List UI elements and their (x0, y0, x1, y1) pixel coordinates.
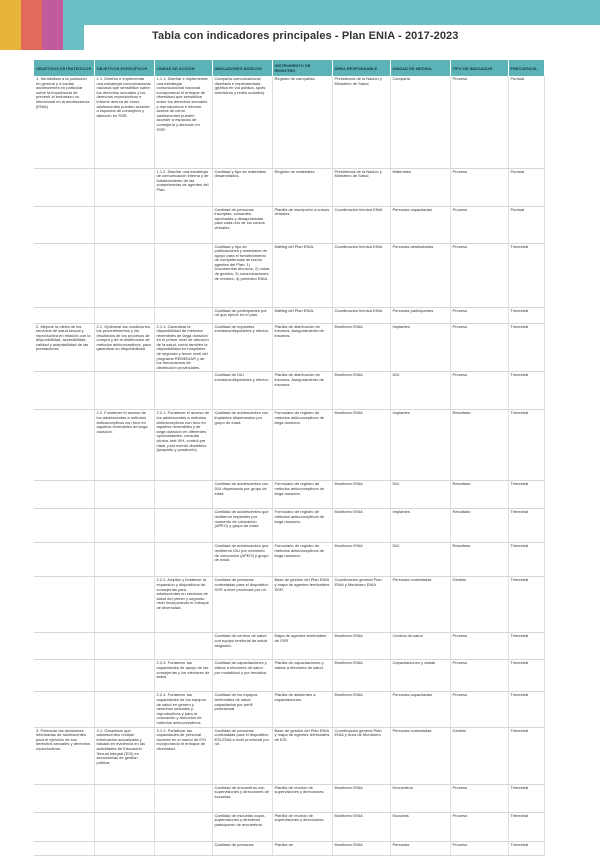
table-cell: Puntual (508, 76, 544, 168)
table-cell (94, 206, 154, 243)
table-row (34, 692, 544, 727)
table-cell: Proceso (450, 323, 508, 372)
table-cell: Capacitaciones y visitas (390, 660, 450, 692)
table-cell: Materiales (390, 168, 450, 206)
table-cell: Personas capacitadas (390, 692, 450, 727)
table-cell: Coordinación técnica ENIA (332, 243, 390, 307)
table-cell: Proceso (450, 633, 508, 660)
table-cell: Proceso (450, 76, 508, 168)
column-header: UNIDAD DE MEDIDA (390, 60, 450, 76)
table-cell: Planilla de distribución de insumos. Aseguramiento de insumos. (272, 372, 332, 410)
table-cell: Proceso (450, 660, 508, 692)
column-header: INDICADORES BÁSICOS (212, 60, 272, 76)
table-row (34, 372, 544, 410)
table-cell: Proceso (450, 206, 508, 243)
table-cell: Cantidad de los equipos territoriales de salud capacitados por perfil profesional. (212, 692, 272, 727)
table-cell: Trimestral (508, 323, 544, 372)
table-cell: Gestión (450, 577, 508, 633)
table-cell (154, 543, 212, 577)
table-cell (94, 633, 154, 660)
table-cell: Personas capacitadas (390, 206, 450, 243)
indicators-table (34, 60, 545, 856)
table-cell: Proceso (450, 168, 508, 206)
table-cell (94, 243, 154, 307)
table-cell: Proceso (450, 372, 508, 410)
table-cell (34, 243, 94, 307)
table-row (34, 509, 544, 543)
table-cell (154, 206, 212, 243)
table-cell (34, 168, 94, 206)
table-cell: Base de gestión del Plan ENIA y mapa de agentes territoriales SSR. (272, 577, 332, 633)
table-cell: Cantidad de adolescentes con implantes dispensados por grupo de edad. (212, 410, 272, 481)
table-cell (154, 307, 212, 323)
table-cell (154, 509, 212, 543)
table-row (34, 812, 544, 841)
table-cell (94, 481, 154, 509)
table-cell: Gestión (450, 727, 508, 784)
table-cell: Trimestral (508, 372, 544, 410)
table-row (34, 307, 544, 323)
top-banner (0, 0, 600, 25)
table-row (34, 841, 544, 855)
color-tab (63, 0, 84, 50)
table-cell: Puntual (508, 206, 544, 243)
table-cell (94, 660, 154, 692)
table-cell: Monitoreo ENIA (332, 633, 390, 660)
table-cell: Coordinación general Plan ENIA y Monitoreo ENIA (332, 577, 390, 633)
table-cell: Planilla de (272, 841, 332, 855)
table-cell: Puntual (508, 168, 544, 206)
table-cell: Planilla de asistentes a capacitaciones. (272, 692, 332, 727)
table-cell: Trimestral (508, 543, 544, 577)
table-cell (94, 509, 154, 543)
table-cell (154, 481, 212, 509)
table-cell: Planilla de distribución de insumos. Aseguramiento de insumos. (272, 323, 332, 372)
table-cell: Coordinación general Plan ENIA y Área de Monitoreo (332, 727, 390, 784)
table-cell: Monitoreo ENIA (332, 692, 390, 727)
table-row (34, 243, 544, 307)
table-cell: 2.2.2. Ampliar y fortalecer la expansión y dispositivos de consejerías para adolescentes en servicios de salud del primer y segundo nivel incorporando el enfoque de diversidad. (154, 577, 212, 633)
table-cell: Presidencia de la Nación y Ministerio de Salud (332, 76, 390, 168)
table-cell: Proceso (450, 307, 508, 323)
table-cell: Cantidad de adolescentes que recibieron DIU por momento de colocación (APEO) y grupo de edad. (212, 543, 272, 577)
table-cell (154, 243, 212, 307)
table-cell: 2.2. Fortalecer el acceso de los adolescentes a métodos anticonceptivos con foco en aquellos reversibles de larga duración. (94, 410, 154, 481)
table-cell: Cantidad de personas contratadas para el dispositivo ESI-ENIA a nivel provincial por rol. (212, 727, 272, 784)
table-cell: Formulario de registro de métodos anticonceptivos de larga duración. (272, 509, 332, 543)
column-header: TIPO DE INDICADOR (450, 60, 508, 76)
table-cell: 2.2.4. Fortalecer las capacidades de los equipos de salud en género y derechos sexuales y reproductivos y para la colocación y remoción de métodos anticonceptivos. (154, 692, 212, 727)
table-cell (154, 841, 212, 855)
table-cell: 2. Mejorar la oferta de los servicios de salud sexual y reproductiva en relación con la disponibilidad, accesibilidad, calidad y aceptabilidad de las prestaciones (34, 323, 94, 372)
table-cell: Cantidad y tipo de publicaciones y materiales de apoyo para el fortalecimiento de competencias de las/os agentes del Plan: 1) Documentos técnicos, 2) notas de gestión, 3) comunicaciones de rectoría, 4) periódico ENIA. (212, 243, 272, 307)
table-cell: 2.1.1. Garantizar la disponibilidad de métodos reversibles de larga duración en el primer nivel de atención de la salud, como también la disponibilidad en hospitales de segundo y tercer nivel del programa REMEDIAR y de los mecanismos de distribución provinciales. (154, 323, 212, 372)
table-cell: Cantidad de personas inscriptas, cursantes, aprobadas y desaprobadas para cada uno de los cursos virtuales. (212, 206, 272, 243)
table-cell: Trimestral (508, 692, 544, 727)
page-title: Tabla con indicadores principales - Plan ENIA - 2017-2023 (152, 30, 459, 42)
column-header: FRECUENCIA (508, 60, 544, 76)
table-cell: Resultado (450, 543, 508, 577)
table-cell: Cantidad de capacitaciones y visitas a efectores de salud por modalidad y por temática. (212, 660, 272, 692)
table-row (34, 660, 544, 692)
table-cell: Trimestral (508, 577, 544, 633)
table-row (34, 727, 544, 784)
table-cell (154, 372, 212, 410)
table-cell (154, 633, 212, 660)
table-cell (34, 509, 94, 543)
table-cell: Personas (390, 841, 450, 855)
table-cell: Planilla de reunión de supervisiones y direcciones. (272, 784, 332, 812)
table-cell: Cantidad de participantes por rol que ejerce en el plan. (212, 307, 272, 323)
table-cell: Monitoreo ENIA (332, 812, 390, 841)
table-cell: Cantidad de adolescentes con DIU dispensado por grupo de edad. (212, 481, 272, 509)
table-cell: Trimestral (508, 633, 544, 660)
table-row (34, 577, 544, 633)
table-cell: DIU (390, 372, 450, 410)
table-cell: Trimestral (508, 243, 544, 307)
table-cell: Planilla de capacitaciones y visitas a efectores de salud. (272, 660, 332, 692)
table-cell (154, 784, 212, 812)
table-cell (94, 168, 154, 206)
table-row (34, 543, 544, 577)
table-cell: 3.1.1. Fortalecer las capacidades de personal docente en el marco de ESI incorporando el enfoque de diversidad. (154, 727, 212, 784)
column-header: ÁREA RESPONSABLE (332, 60, 390, 76)
table-cell: 3. Potenciar las decisiones informadas de adolescentes para el ejercicio de sus derechos sexuales y derechos reproductivos. (34, 727, 94, 784)
table-header (34, 60, 544, 76)
table-cell (34, 633, 94, 660)
table-cell: Presidencia de la Nación y Ministerio de Salud (332, 168, 390, 206)
table-cell: Formulario de registro de métodos anticonceptivos de larga duración. (272, 410, 332, 481)
table-cell: Proceso (450, 692, 508, 727)
table-cell: 1.1.1. Diseñar e implementar una estrategia comunicacional nacional incorporando el enfoque de diversidad que sensibilice sobre los derechos sexuales y reproductivos e informe acerca de cómo adolescentes pueden acceder a espacios de consejería y atención en SSR. (154, 76, 212, 168)
table-cell: Mailing del Plan ENIA. (272, 243, 332, 307)
table-cell: Monitoreo ENIA (332, 410, 390, 481)
table-cell: 3.1. Garantizar que adolescentes reciban información actualizada y basada en evidencia en las actividades de Educación Sexual Integral (ESI) en secundarias de gestión pública. (94, 727, 154, 784)
table-cell: Personas destinatarias (390, 243, 450, 307)
table-cell (94, 841, 154, 855)
column-header: INSTRUMENTO DE REGISTRO (272, 60, 332, 76)
table-cell: Monitoreo ENIA (332, 481, 390, 509)
table-cell: Mapa de agentes territoriales de SSR. (272, 633, 332, 660)
table-cell: Trimestral (508, 812, 544, 841)
table-cell: Resultado (450, 481, 508, 509)
table-cell: Proceso (450, 784, 508, 812)
table-cell: Resultado (450, 410, 508, 481)
table-cell (34, 660, 94, 692)
table-cell: Monitoreo ENIA (332, 323, 390, 372)
table-cell (34, 206, 94, 243)
table-cell: Resultado (450, 509, 508, 543)
table-cell: Cantidad de centros de salud con equipo territorial de salud asignado. (212, 633, 272, 660)
table-cell: Monitoreo ENIA (332, 543, 390, 577)
table-cell: Cantidad de adolescentes que recibieron implantes por momento de colocación (APEO) y grupo de edad. (212, 509, 272, 543)
table-cell (34, 692, 94, 727)
table-cell: Registro de materiales. (272, 168, 332, 206)
table-cell (34, 812, 94, 841)
table-cell (94, 577, 154, 633)
table-cell: Monitoreo ENIA (332, 841, 390, 855)
table-cell: Cantidad de personas contratadas para el dispositivo SSR a nivel provincial por rol. (212, 577, 272, 633)
table-cell (34, 543, 94, 577)
table-cell (154, 812, 212, 841)
table-cell (34, 841, 94, 855)
table-cell: 1.1. Diseñar e implementar una estrategia comunicacional nacional que sensibilice sobre los derechos sexuales y los derechos reproductivos e informe acerca de cómo adolescentes pueden acceder a espacios de consejería y atención en SSR. (94, 76, 154, 168)
table-cell: 2.2.1. Fortalecer el acceso de los adolescentes a métodos anticonceptivos con foco en aquellos reversibles y de larga duración en diferentes oportunidades: consulta clínica, test VIH, control pre natal, post evento obstétrico (posparto y posaborto) (154, 410, 212, 481)
table-cell: Proceso (450, 841, 508, 855)
table-cell: 1. Sensibilizar a la población en general y a los/las adolescentes en particular sobre la importancia de prevenir el embarazo no intencional en la adolescencia (ENIA). (34, 76, 94, 168)
table-row (34, 323, 544, 372)
column-header: OBJETIVOS ESTRATÉGICOS (34, 60, 94, 76)
table-cell: Proceso (450, 243, 508, 307)
color-tabs (0, 0, 84, 50)
table-row (34, 784, 544, 812)
table-cell: Cantidad de implantes enviados/disponibles y efector. (212, 323, 272, 372)
table-cell: Trimestral (508, 509, 544, 543)
table-cell: Centros de salud (390, 633, 450, 660)
table-cell (34, 784, 94, 812)
table-cell: Trimestral (508, 784, 544, 812)
table-cell (34, 577, 94, 633)
table-cell (94, 784, 154, 812)
table-cell: Proceso (450, 812, 508, 841)
table-cell (94, 692, 154, 727)
table-cell: DIU (390, 543, 450, 577)
table-cell: Monitoreo ENIA (332, 372, 390, 410)
table-cell: Monitoreo ENIA (332, 784, 390, 812)
table-cell: Personas participantes (390, 307, 450, 323)
table-row (34, 633, 544, 660)
table-cell: 1.1.2. Diseñar una estrategia de comunicación interna y de fortalecimiento de las competencias de agentes del Plan. (154, 168, 212, 206)
table-cell: Encuentros (390, 784, 450, 812)
table-cell: Cantidad de personas (212, 841, 272, 855)
table-row (34, 76, 544, 168)
table-cell: Formulario de registro de métodos anticonceptivos de larga duración. (272, 543, 332, 577)
table-row (34, 481, 544, 509)
column-header: OBJETIVOS ESPECÍFICOS (94, 60, 154, 76)
table-cell: Trimestral (508, 660, 544, 692)
table-cell: Coordinación técnica ENIA (332, 307, 390, 323)
table-cell: 2.2.3. Fortalecer las capacidades de apoyo de las consejerías y los efectores de salud. (154, 660, 212, 692)
table-cell: Implantes (390, 410, 450, 481)
column-header: LÍNEAS DE ACCIÓN (154, 60, 212, 76)
table-cell (94, 812, 154, 841)
table-cell (34, 410, 94, 481)
table-cell: Base de gestión del Plan ENIA y mapa de agentes territoriales de ESI. (272, 727, 332, 784)
table-cell: Trimestral (508, 307, 544, 323)
table-cell (94, 372, 154, 410)
color-tab (42, 0, 63, 50)
table-cell: Personas contratadas (390, 577, 450, 633)
table-cell: Trimestral (508, 410, 544, 481)
table-cell: Implantes (390, 509, 450, 543)
table-cell: Implantes (390, 323, 450, 372)
table-cell: Cantidad de DIU enviados/disponibles y efector. (212, 372, 272, 410)
table-cell (94, 543, 154, 577)
table-cell: Trimestral (508, 841, 544, 855)
table-cell: 2.1. Optimizar las condiciones, los procedimientos y los resultados de los procesos de compra y de la distribución de métodos anticonceptivos, para garantizar su disponibilidad (94, 323, 154, 372)
table-cell: Trimestral (508, 727, 544, 784)
table-cell (34, 372, 94, 410)
color-tab (0, 0, 21, 50)
table-cell: Escuelas (390, 812, 450, 841)
table-cell: Trimestral (508, 481, 544, 509)
table-cell: Cantidad de encuentros con supervisiones y direcciones de escuelas. (212, 784, 272, 812)
table-cell: Formulario de registro de métodos anticonceptivos de larga duración. (272, 481, 332, 509)
table-cell: Campaña (390, 76, 450, 168)
color-tab (21, 0, 42, 50)
table-cell: Planilla de inscripción a cursos virtuales. (272, 206, 332, 243)
table-cell (34, 307, 94, 323)
table-row (34, 206, 544, 243)
table-cell: Coordinación técnica ENIA (332, 206, 390, 243)
table-cell: Registro de campañas. (272, 76, 332, 168)
table-cell: Cantidad de escuelas cuyas supervisiones y directivos participaron de encuentros. (212, 812, 272, 841)
table-cell: DIU (390, 481, 450, 509)
table-row (34, 168, 544, 206)
table-cell: Personas contratadas (390, 727, 450, 784)
table-cell (34, 481, 94, 509)
table-cell: Planilla de reunión de supervisiones y direcciones. (272, 812, 332, 841)
table-cell: Mailing del Plan ENIA. (272, 307, 332, 323)
table-cell: Campaña comunicacional diseñada e implementada (gráfica en vía pública, spots televisivos y redes sociales). (212, 76, 272, 168)
table-cell: Cantidad y tipo de materiales desarrollados. (212, 168, 272, 206)
table-cell: Monitoreo ENIA (332, 660, 390, 692)
table-row (34, 410, 544, 481)
table-cell (94, 307, 154, 323)
table-cell: Monitoreo ENIA (332, 509, 390, 543)
